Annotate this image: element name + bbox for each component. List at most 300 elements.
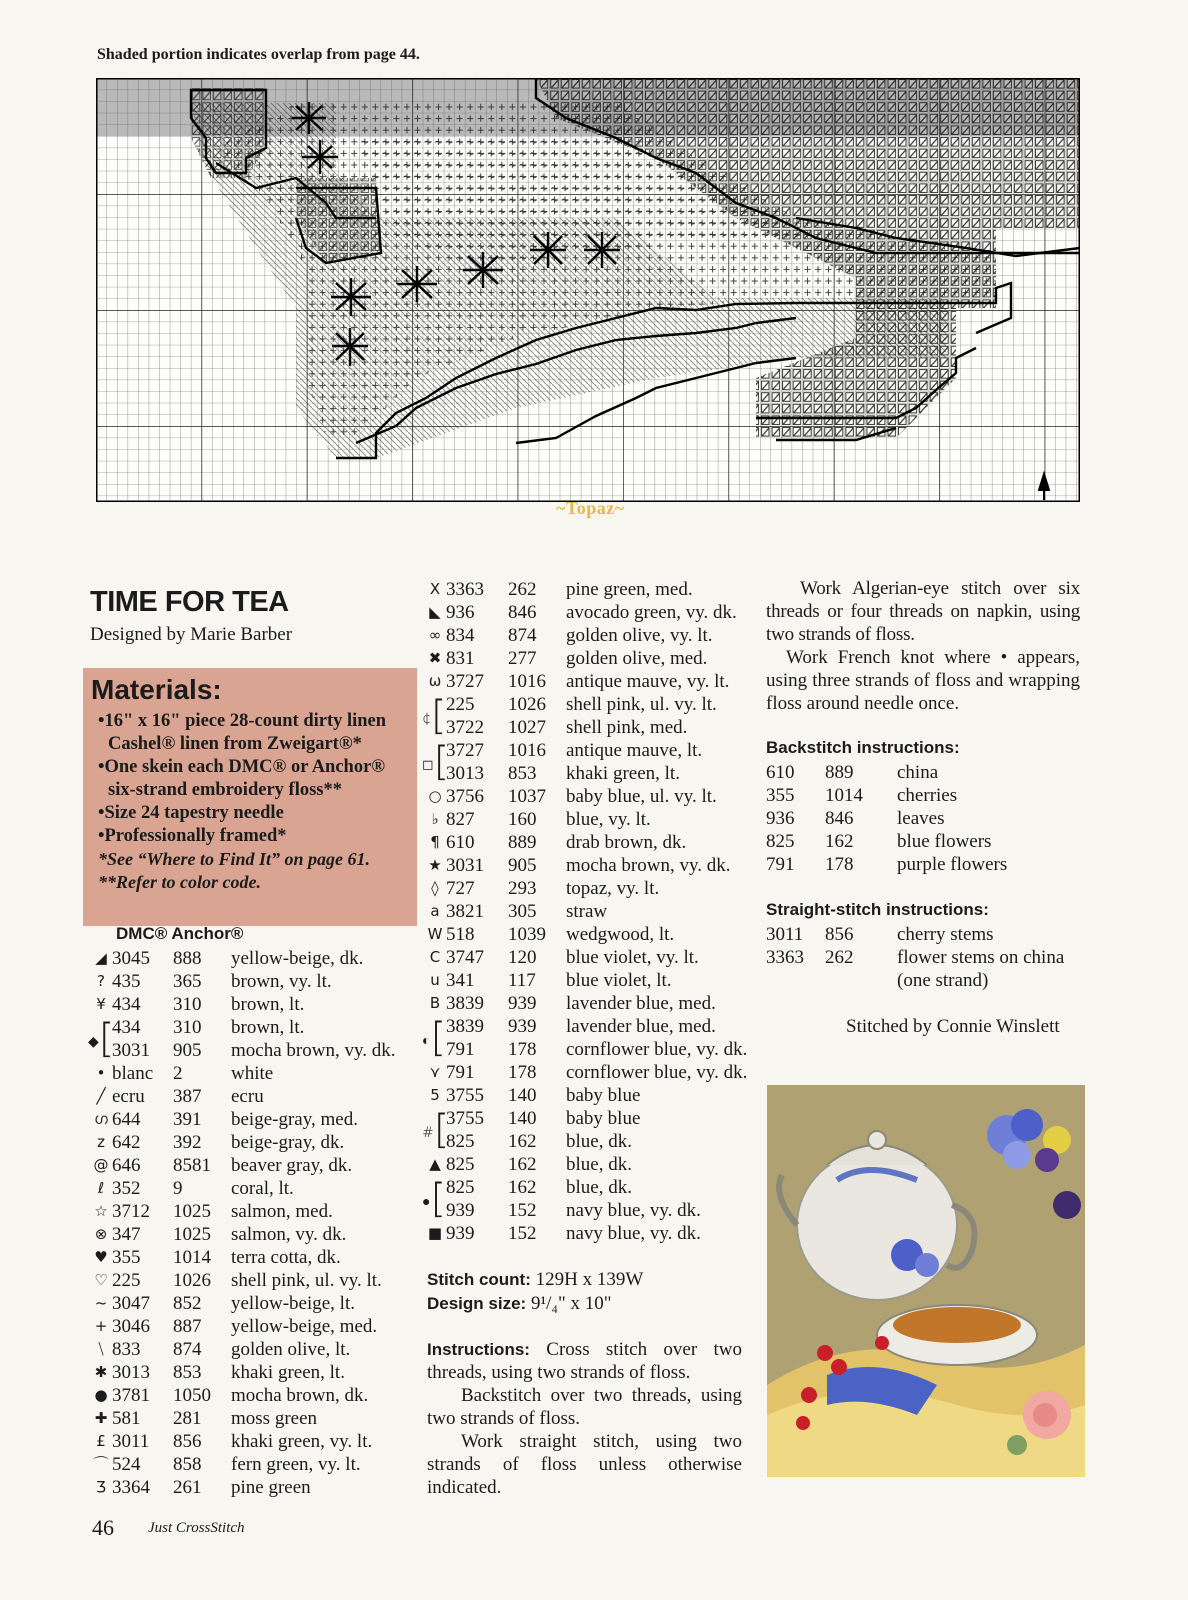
dmc-number: 3045 [112, 948, 150, 969]
anchor-number: 178 [508, 1039, 537, 1060]
anchor-number: 120 [508, 947, 537, 968]
color-name: brown, vy. lt. [231, 971, 332, 992]
anchor-number: 310 [173, 994, 202, 1015]
dmc-number: 225 [112, 1270, 141, 1291]
color-name: salmon, med. [231, 1201, 333, 1222]
anchor-number: 387 [173, 1086, 202, 1107]
color-key-row [424, 716, 764, 739]
materials-item: •Size 24 tapestry needle [98, 803, 284, 823]
magazine-name: Just CrossStitch [148, 1520, 245, 1536]
anchor-number: 392 [173, 1132, 202, 1153]
stitch-symbol: ♡ [94, 1271, 108, 1289]
color-key-row [424, 992, 764, 1015]
blend-bracket: ◻[ [422, 739, 450, 785]
anchor-number: 874 [173, 1339, 202, 1360]
stitch-area: cherry stems [897, 924, 994, 945]
color-name: blue, vy. lt. [566, 809, 651, 830]
color-key-row [424, 1107, 764, 1130]
dmc-number: ecru [112, 1086, 145, 1107]
blend-symbol: # [422, 1125, 434, 1141]
dmc-number: 610 [446, 832, 475, 853]
instructions-text: Cross stitch over two threads, using two strands of floss. [427, 1339, 743, 1383]
color-name: drab brown, dk. [566, 832, 687, 853]
pattern-title: TIME FOR TEA [90, 586, 289, 618]
anchor-number: 8581 [173, 1155, 211, 1176]
color-key-row [424, 854, 764, 877]
anchor-number: 853 [508, 763, 537, 784]
color-key-row [424, 877, 764, 900]
design-size-value: 9¹/₄" x 10" [530, 1293, 612, 1314]
color-key-row [424, 624, 764, 647]
dmc-number: 642 [112, 1132, 141, 1153]
materials-item: •16" x 16" piece 28-count dirty linen Cashel® linen from Zweigart®* [98, 711, 387, 754]
color-name: antique mauve, vy. lt. [566, 671, 730, 692]
color-name: wedgwood, lt. [566, 924, 675, 945]
dmc-number: 3011 [766, 924, 804, 945]
stitch-symbol: ¶ [430, 833, 440, 851]
dmc-number: 3046 [112, 1316, 150, 1337]
instructions-text: Work Algerian-eye stitch over six threads or four threads on napkin, using two strands of floss. [766, 578, 1080, 645]
dmc-number: 3839 [446, 993, 484, 1014]
color-name: blue, dk. [566, 1177, 632, 1198]
stitch-symbol: B [429, 994, 441, 1012]
color-name: terra cotta, dk. [231, 1247, 341, 1268]
color-key-row [424, 670, 764, 693]
color-name: pine green, med. [566, 579, 693, 600]
dmc-number: 434 [112, 1017, 141, 1038]
chart-grid-major [96, 78, 1080, 502]
anchor-number: 162 [508, 1154, 537, 1175]
anchor-number: 889 [508, 832, 537, 853]
color-name: golden olive, lt. [231, 1339, 351, 1360]
anchor-number: 277 [508, 648, 537, 669]
dmc-number: 3013 [446, 763, 484, 784]
color-key-row [90, 947, 420, 970]
color-key-row [424, 831, 764, 854]
color-key-column-2 [424, 578, 764, 1258]
color-name: yellow-beige, lt. [231, 1293, 355, 1314]
stitch-symbol: ? [97, 972, 105, 990]
color-name: cornflower blue, vy. dk. [566, 1062, 748, 1083]
dmc-number: 355 [112, 1247, 141, 1268]
anchor-number: 846 [508, 602, 537, 623]
stitch-symbol: ○ [428, 787, 442, 805]
blend-bracket: ◐[ [422, 1015, 447, 1061]
dmc-number: 3363 [766, 947, 804, 968]
anchor-number: 1016 [508, 740, 546, 761]
dmc-number: 936 [766, 808, 795, 829]
color-key-row [90, 1361, 420, 1384]
color-name: blue, dk. [566, 1131, 632, 1152]
anchor-number: 858 [173, 1454, 202, 1475]
color-key-row [90, 1016, 420, 1039]
anchor-number: 1025 [173, 1224, 211, 1245]
anchor-number: 1016 [508, 671, 546, 692]
anchor-number: 293 [508, 878, 537, 899]
stitch-symbol: ℓ [97, 1179, 105, 1197]
dmc-number: 3364 [112, 1477, 150, 1498]
stitch-symbol: a [430, 902, 440, 920]
dmc-number: 825 [446, 1177, 475, 1198]
stitch-count [427, 1268, 643, 1291]
dmc-number: blanc [112, 1063, 154, 1084]
color-name: mocha brown, vy. dk. [231, 1040, 396, 1061]
color-key-row [90, 1453, 420, 1476]
color-key-row [424, 601, 764, 624]
dmc-number: 3756 [446, 786, 484, 807]
stitch-area: leaves [897, 808, 945, 829]
dmc-number: 825 [446, 1131, 475, 1152]
dmc-number: 3727 [446, 671, 484, 692]
anchor-number: 856 [173, 1431, 202, 1452]
color-name: cornflower blue, vy. dk. [566, 1039, 748, 1060]
stitch-symbol: ~ [94, 1294, 108, 1312]
dmc-number: 646 [112, 1155, 141, 1176]
materials-note: **Refer to color code. [98, 872, 261, 892]
instructions-paragraph [766, 577, 1080, 646]
design-size [427, 1292, 612, 1315]
stitch-symbol: ★ [428, 856, 442, 874]
stitch-symbol: £ [96, 1432, 106, 1450]
instructions-text: Work French knot where • appears, using three strands of floss and wrapping floss around needle once. [766, 647, 1080, 714]
dmc-number: 825 [446, 1154, 475, 1175]
anchor-number: 1050 [173, 1385, 211, 1406]
anchor-number: 887 [173, 1316, 202, 1337]
color-key-row [424, 900, 764, 923]
materials-box [83, 668, 417, 926]
anchor-number: 1037 [508, 786, 546, 807]
color-key-row [424, 578, 764, 601]
color-key-row [424, 1176, 764, 1199]
color-name: baby blue, ul. vy. lt. [566, 786, 717, 807]
stitch-symbol: ⌒ [93, 1455, 109, 1473]
stitch-symbol: Ʒ [96, 1478, 106, 1496]
color-name: mocha brown, dk. [231, 1385, 369, 1406]
color-key-row [424, 762, 764, 785]
color-key-row [424, 1061, 764, 1084]
stitch-symbol: + [94, 1317, 108, 1335]
blend-bracket: ¢[ [422, 693, 447, 739]
dmc-number: 791 [446, 1039, 475, 1060]
anchor-number: 1039 [508, 924, 546, 945]
anchor-number: 874 [508, 625, 537, 646]
color-key-row [424, 1153, 764, 1176]
color-name: mocha brown, vy. dk. [566, 855, 731, 876]
color-name: baby blue [566, 1108, 641, 1129]
dmc-number: 791 [766, 854, 795, 875]
stitch-symbol: u [430, 971, 440, 989]
color-key-row [424, 1130, 764, 1153]
color-name: topaz, vy. lt. [566, 878, 660, 899]
stitch-symbol: ⧹ [98, 1340, 104, 1358]
anchor-number: 1025 [173, 1201, 211, 1222]
color-key-row [90, 970, 420, 993]
backstitch-table [766, 761, 1086, 876]
stitch-symbol: ω [428, 672, 442, 690]
color-key-row [90, 1154, 420, 1177]
stitch-symbol: ◣ [429, 603, 441, 621]
dmc-number: 727 [446, 878, 475, 899]
anchor-number: 305 [508, 901, 537, 922]
anchor-number: 1026 [508, 694, 546, 715]
stitch-symbol: ⊗ [94, 1225, 108, 1243]
anchor-number: 939 [508, 1016, 537, 1037]
anchor-number: 310 [173, 1017, 202, 1038]
color-key-row [90, 993, 420, 1016]
stitch-symbol: ✖ [428, 649, 442, 667]
stitch-symbol: z [97, 1133, 105, 1151]
color-name: blue, dk. [566, 1154, 632, 1175]
color-name: lavender blue, med. [566, 993, 716, 1014]
color-name: shell pink, med. [566, 717, 688, 738]
dmc-number: 644 [112, 1109, 141, 1130]
dmc-number: 3011 [112, 1431, 150, 1452]
dmc-number: 341 [446, 970, 475, 991]
stitch-symbol: ◊ [431, 879, 439, 897]
dmc-number: 3755 [446, 1108, 484, 1129]
dmc-number: 3747 [446, 947, 484, 968]
color-key-row [424, 969, 764, 992]
dmc-number: 352 [112, 1178, 141, 1199]
color-key-row [90, 1476, 420, 1499]
backstitch-heading: Backstitch instructions: [766, 738, 960, 757]
anchor-number: 2 [173, 1063, 183, 1084]
color-name: navy blue, vy. dk. [566, 1223, 701, 1244]
stitch-symbol: ╱ [96, 1087, 106, 1105]
anchor-number: 889 [825, 762, 854, 783]
stitch-symbol: ⋎ [429, 1063, 441, 1081]
anchor-number: 140 [508, 1108, 537, 1129]
stitch-symbol: W [427, 925, 443, 943]
color-name: beaver gray, dk. [231, 1155, 353, 1176]
anchor-number: 365 [173, 971, 202, 992]
blend-symbol: ◻ [422, 757, 434, 773]
stitch-symbol: ♥ [94, 1248, 108, 1266]
color-name: shell pink, ul. vy. lt. [231, 1270, 382, 1291]
dmc-number: 3363 [446, 579, 484, 600]
anchor-number: 162 [508, 1131, 537, 1152]
design-size-label: Design size: [427, 1294, 527, 1313]
color-name: moss green [231, 1408, 318, 1429]
anchor-number: 178 [508, 1062, 537, 1083]
dmc-number: 936 [446, 602, 475, 623]
color-name: beige-gray, dk. [231, 1132, 345, 1153]
anchor-number: 162 [825, 831, 854, 852]
color-name: lavender blue, med. [566, 1016, 716, 1037]
dmc-number: 3031 [446, 855, 484, 876]
blend-symbol: ◆ [88, 1034, 99, 1050]
dmc-number: 435 [112, 971, 141, 992]
materials-item: •One skein each DMC® or Anchor® six-strand embroidery floss** [98, 757, 386, 800]
stitched-by: Stitched by Connie Winslett [846, 1016, 1060, 1037]
anchor-number: 846 [825, 808, 854, 829]
anchor-number: 140 [508, 1085, 537, 1106]
blend-symbol: ● [422, 1194, 431, 1210]
overlap-note: Shaded portion indicates overlap from page 44. [97, 46, 420, 63]
color-name: khaki green, vy. lt. [231, 1431, 373, 1452]
dmc-number: 831 [446, 648, 475, 669]
anchor-number: 1026 [173, 1270, 211, 1291]
color-name: shell pink, ul. vy. lt. [566, 694, 717, 715]
color-key-row [90, 1200, 420, 1223]
anchor-number: 178 [825, 854, 854, 875]
blend-bracket: #[ [422, 1107, 450, 1153]
color-name: brown, lt. [231, 1017, 305, 1038]
color-name: navy blue, vy. dk. [566, 1200, 701, 1221]
stitch-symbol: ♭ [431, 810, 439, 828]
anchor-number: 852 [173, 1293, 202, 1314]
instructions-paragraph [427, 1430, 742, 1499]
materials-item: •Professionally framed* [98, 826, 287, 846]
color-name: brown, lt. [231, 994, 305, 1015]
dmc-number: 834 [446, 625, 475, 646]
cross-stitch-chart [96, 78, 1080, 502]
dmc-number: 355 [766, 785, 795, 806]
stitch-symbol: ഗ [94, 1110, 108, 1128]
color-key-row [90, 1407, 420, 1430]
color-key-row [424, 923, 764, 946]
anchor-number: 117 [508, 970, 536, 991]
dmc-number: 347 [112, 1224, 141, 1245]
color-name: yellow-beige, med. [231, 1316, 378, 1337]
watermark: ~Topaz~ [556, 498, 625, 518]
color-key-row [90, 1384, 420, 1407]
blend-bracket: ●[ [422, 1176, 447, 1222]
color-key-row [424, 1038, 764, 1061]
stitch-symbol: ◢ [95, 949, 107, 967]
anchor-number: 152 [508, 1200, 537, 1221]
color-key-row [424, 1015, 764, 1038]
color-name: khaki green, lt. [231, 1362, 345, 1383]
anchor-number: 262 [825, 947, 854, 968]
stitch-count-label: Stitch count: [427, 1270, 531, 1289]
dmc-number: 939 [446, 1223, 475, 1244]
color-key-row [90, 1246, 420, 1269]
color-key-row [90, 1338, 420, 1361]
color-key-row [90, 1430, 420, 1453]
color-key-row [90, 1039, 420, 1062]
finished-piece-photo [767, 1085, 1085, 1477]
color-name: khaki green, lt. [566, 763, 680, 784]
anchor-number: 856 [825, 924, 854, 945]
color-name: straw [566, 901, 608, 922]
color-key-row [90, 1292, 420, 1315]
color-name: pine green [231, 1477, 311, 1498]
anchor-number: 888 [173, 948, 202, 969]
stitch-symbol: ▲ [429, 1155, 441, 1173]
instructions-paragraph [427, 1338, 742, 1384]
straight-stitch-heading: Straight-stitch instructions: [766, 900, 989, 919]
materials-list [91, 710, 407, 848]
color-name: golden olive, vy. lt. [566, 625, 713, 646]
color-name: antique mauve, lt. [566, 740, 703, 761]
anchor-number: 152 [508, 1223, 537, 1244]
stitch-symbol: ■ [427, 1224, 443, 1242]
instructions-paragraph [427, 1384, 742, 1430]
instructions-text: Backstitch over two threads, using two strands of floss. [427, 1385, 742, 1429]
color-key-row [424, 808, 764, 831]
stitch-symbol: @ [93, 1156, 109, 1174]
instructions-paragraph [766, 646, 1080, 715]
color-name: blue violet, vy. lt. [566, 947, 699, 968]
dmc-number: 3013 [112, 1362, 150, 1383]
stitch-count-value: 129H x 139W [535, 1269, 644, 1290]
stitch-symbol: C [429, 948, 441, 966]
anchor-number: 939 [508, 993, 537, 1014]
stitch-symbol: • [96, 1064, 106, 1082]
color-key-row [90, 1269, 420, 1292]
color-key-row [90, 1062, 420, 1085]
color-key-row [90, 1177, 420, 1200]
stitch-area: purple flowers [897, 854, 1008, 875]
instructions-label: Instructions: [427, 1340, 530, 1359]
color-name: beige-gray, med. [231, 1109, 358, 1130]
dmc-number: 3821 [446, 901, 484, 922]
dmc-number: 3781 [112, 1385, 150, 1406]
color-name: yellow-beige, dk. [231, 948, 364, 969]
anchor-number: 160 [508, 809, 537, 830]
dmc-number: 581 [112, 1408, 141, 1429]
stitch-symbol: 5 [430, 1086, 440, 1104]
dmc-number: 3839 [446, 1016, 484, 1037]
color-key-row [424, 693, 764, 716]
color-key-row [90, 1315, 420, 1338]
anchor-number: 391 [173, 1109, 202, 1130]
color-key-row [424, 1199, 764, 1222]
dmc-number: 524 [112, 1454, 141, 1475]
legend-header: DMC® Anchor® [116, 924, 244, 943]
dmc-number: 610 [766, 762, 795, 783]
materials-note: *See “Where to Find It” on page 61. [98, 849, 371, 869]
color-key-row [90, 1223, 420, 1246]
instructions-text: Work straight stitch, using two strands of floss unless otherwise indicated. [427, 1431, 742, 1498]
dmc-number: 3031 [112, 1040, 150, 1061]
anchor-number: 1014 [173, 1247, 211, 1268]
color-key-row [90, 1131, 420, 1154]
stitch-area: blue flowers [897, 831, 992, 852]
blend-bracket: ◆[ [88, 1016, 115, 1062]
dmc-number: 3712 [112, 1201, 150, 1222]
anchor-number: 261 [173, 1477, 202, 1498]
stitch-symbol: ☆ [94, 1202, 108, 1220]
color-key-row [90, 1108, 420, 1131]
color-name: avocado green, vy. dk. [566, 602, 737, 623]
designer-credit: Designed by Marie Barber [90, 624, 293, 645]
color-name: blue violet, lt. [566, 970, 672, 991]
color-name: baby blue [566, 1085, 641, 1106]
color-name: coral, lt. [231, 1178, 294, 1199]
anchor-number: 1027 [508, 717, 546, 738]
stitch-area: (one strand) [897, 970, 989, 991]
color-key-row [424, 647, 764, 670]
dmc-number: 518 [446, 924, 475, 945]
color-name: fern green, vy. lt. [231, 1454, 361, 1475]
anchor-number: 281 [173, 1408, 202, 1429]
anchor-number: 9 [173, 1178, 183, 1199]
dmc-number: 827 [446, 809, 475, 830]
dmc-number: 825 [766, 831, 795, 852]
stitch-symbol: ¥ [96, 995, 106, 1013]
dmc-number: 3722 [446, 717, 484, 738]
anchor-number: 905 [508, 855, 537, 876]
color-key-row [424, 1084, 764, 1107]
color-name: white [231, 1063, 274, 1084]
stitch-symbol: ● [94, 1386, 108, 1404]
dmc-number: 3727 [446, 740, 484, 761]
dmc-number: 3047 [112, 1293, 150, 1314]
blend-symbol: ¢ [422, 711, 431, 727]
stitch-area: flower stems on china [897, 947, 1065, 968]
